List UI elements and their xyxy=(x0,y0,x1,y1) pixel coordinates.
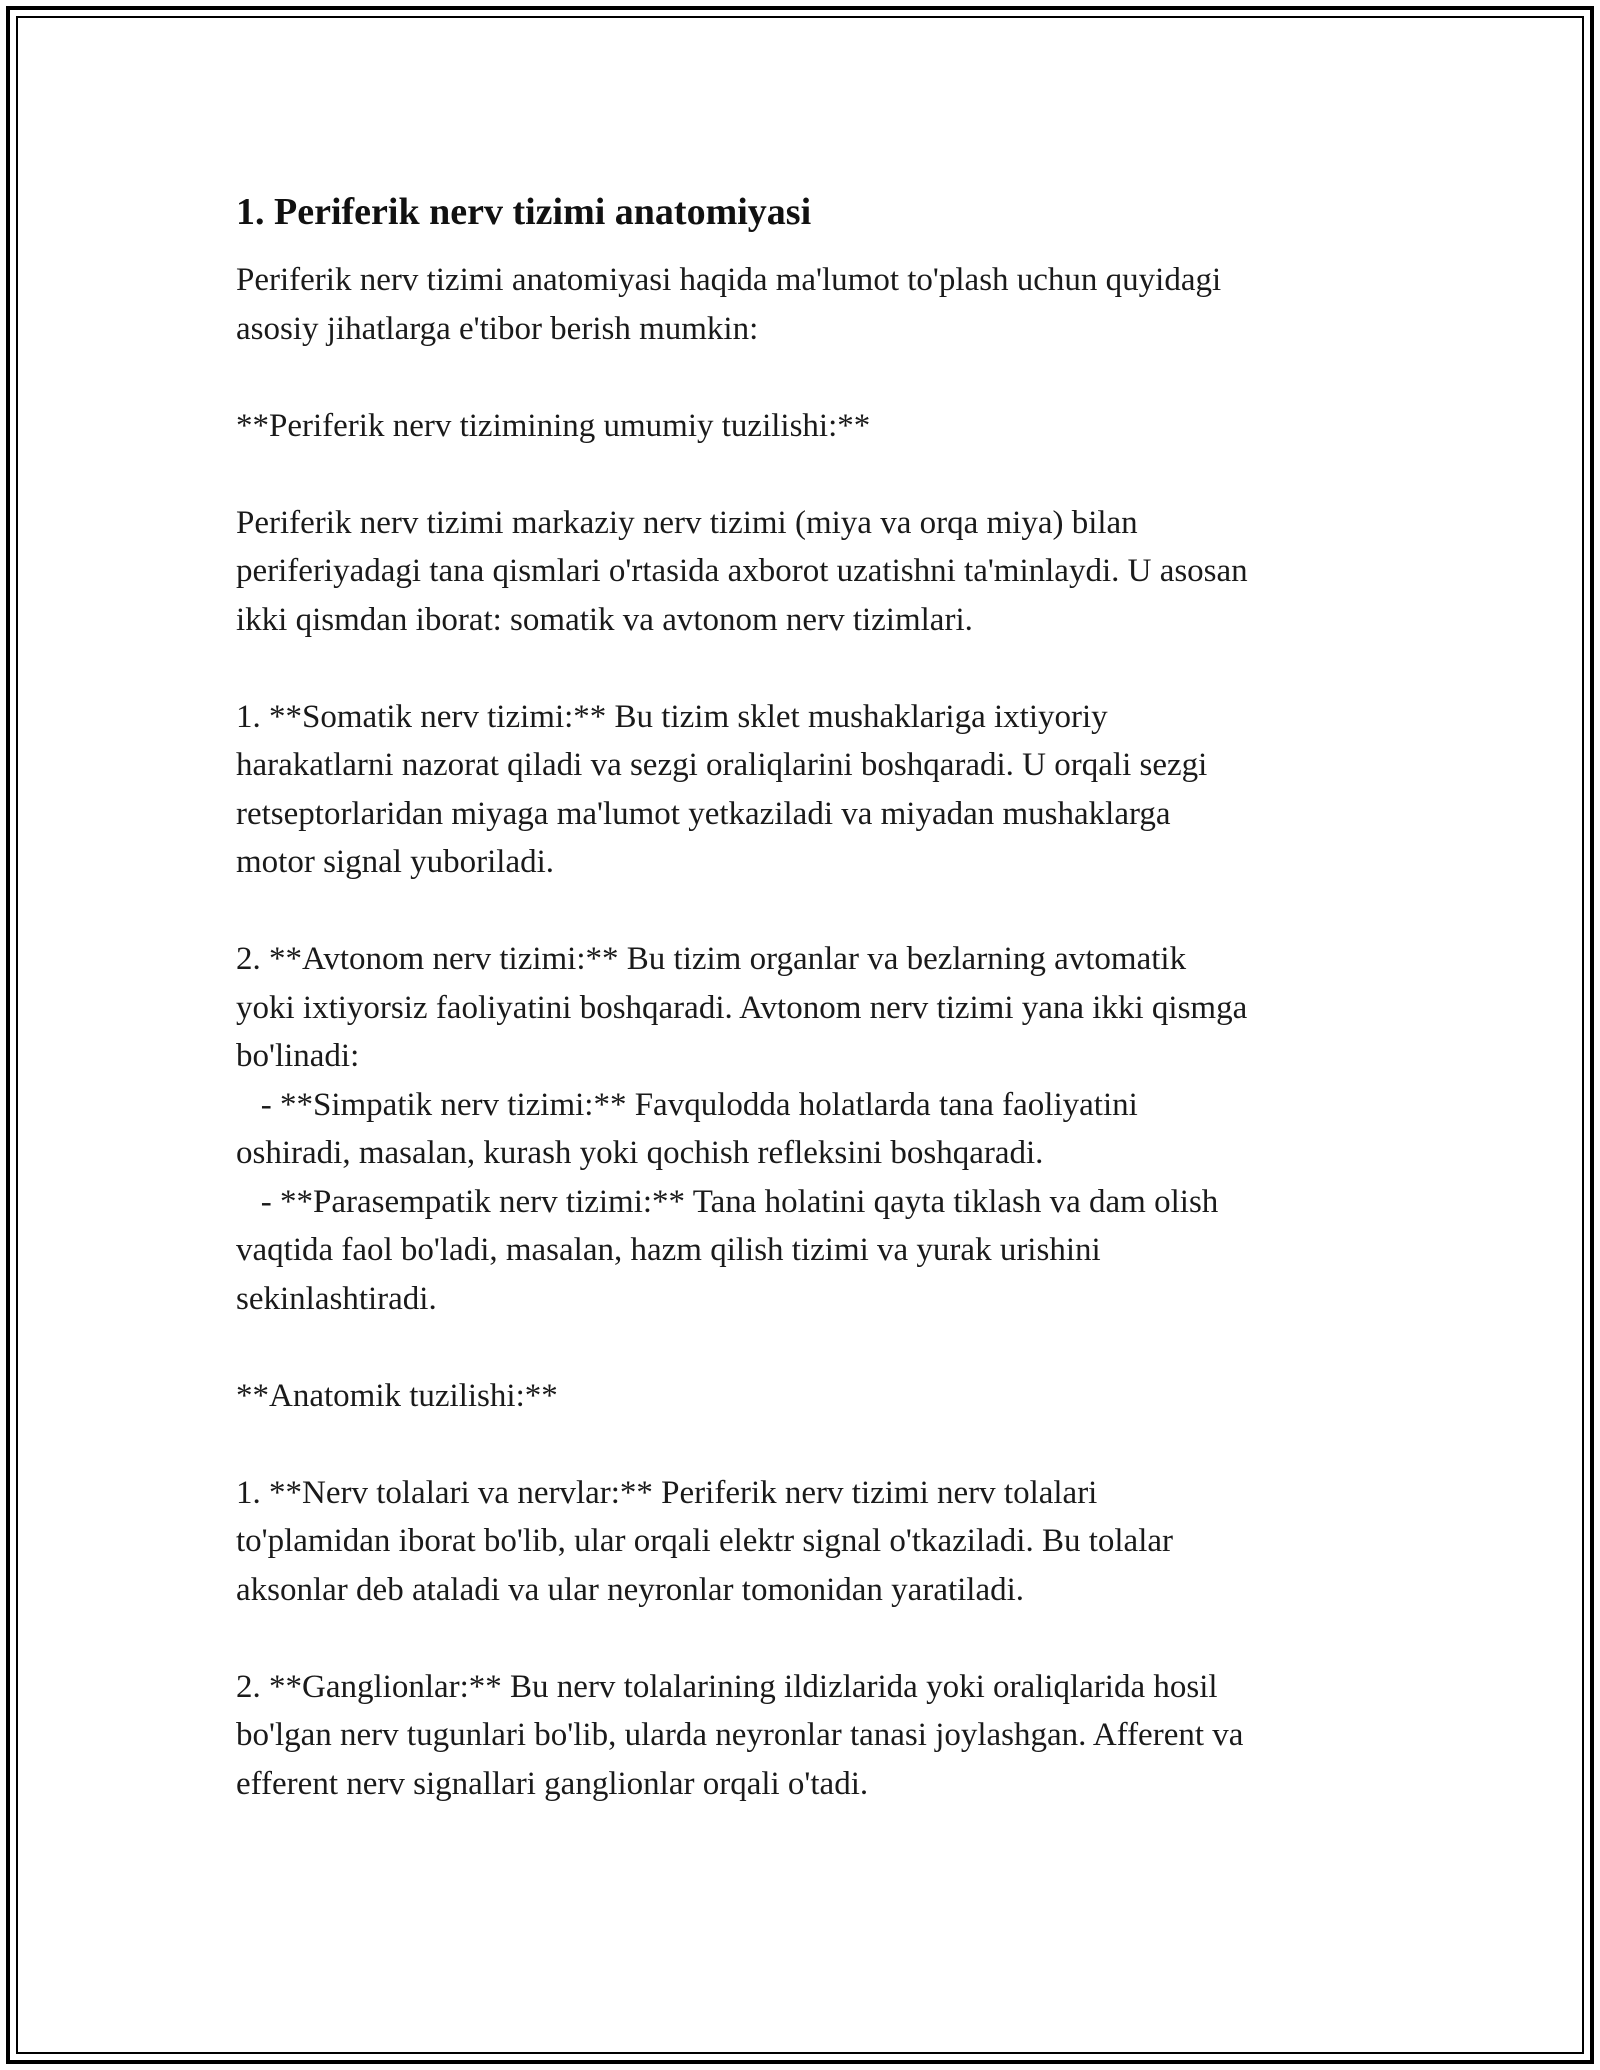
autonomic-system-item: 2. **Avtonom nerv tizimi:** Bu tizim organlar va bezlarning avtomatik yoki ixtiyorsiz faoliyatini boshqaradi. Avtonom nerv tizimi yana ikki qismga bo'linadi: - **Simpatik nerv tizimi:** Favqulodda holatlarda tana faoliyatini oshiradi, masalan, kurash yoki qochish refleksini boshqaradi. - **Parasempatik nerv tizimi:** Tana holatini qayta tiklash va dam olish vaqtida faol bo'ladi, masalan, hazm qilish tizimi va yurak urishini sekinlashtiradi. xyxy=(236,941,1248,1317)
ganglia-item: 2. **Ganglionlar:** Bu nerv tolalarining ildizlarida yoki oraliqlarida hosil bo'lgan nerv tugunlari bo'lib, ularda neyronlar tanasi joylashgan. Afferent va efferent nerv signallari ganglionlar orqali o'tadi. xyxy=(236,1668,1244,1802)
general-structure-subheading: **Periferik nerv tizimining umumiy tuzilishi:** xyxy=(236,407,871,444)
nerve-fibers-item: 1. **Nerv tolalari va nervlar:** Periferik nerv tizimi nerv tolalari to'plamidan iborat bo'lib, ular orqali elektr signal o'tkaziladi. Bu tolalar aksonlar deb ataladi va ular neyronlar tomonidan yaratiladi. xyxy=(236,1474,1174,1608)
section-heading: 1. Periferik nerv tizimi anatomiyasi xyxy=(236,191,812,233)
somatic-system-item: 1. **Somatik nerv tizimi:** Bu tizim sklet mushaklariga ixtiyoriy harakatlarni nazorat qiladi va sezgi oraliqlarini boshqaradi. U orqali sezgi retseptorlaridan miyaga ma'lumot yetkaziladi va miyadan mushaklarga motor signal yuboriladi. xyxy=(236,698,1208,880)
overview-paragraph: Periferik nerv tizimi markaziy nerv tizimi (miya va orqa miya) bilan periferiyadagi tana qismlari o'rtasida axborot uzatishni ta'minlaydi. U asosan ikki qismdan iborat: somatik va avtonom nerv tizimlari. xyxy=(236,504,1248,638)
document-body xyxy=(236,188,1376,1808)
anatomical-structure-subheading: **Anatomik tuzilishi:** xyxy=(236,1377,558,1414)
intro-paragraph: Periferik nerv tizimi anatomiyasi haqida ma'lumot to'plash uchun quyidagi asosiy jihatlarga e'tibor berish mumkin: xyxy=(236,262,1222,347)
